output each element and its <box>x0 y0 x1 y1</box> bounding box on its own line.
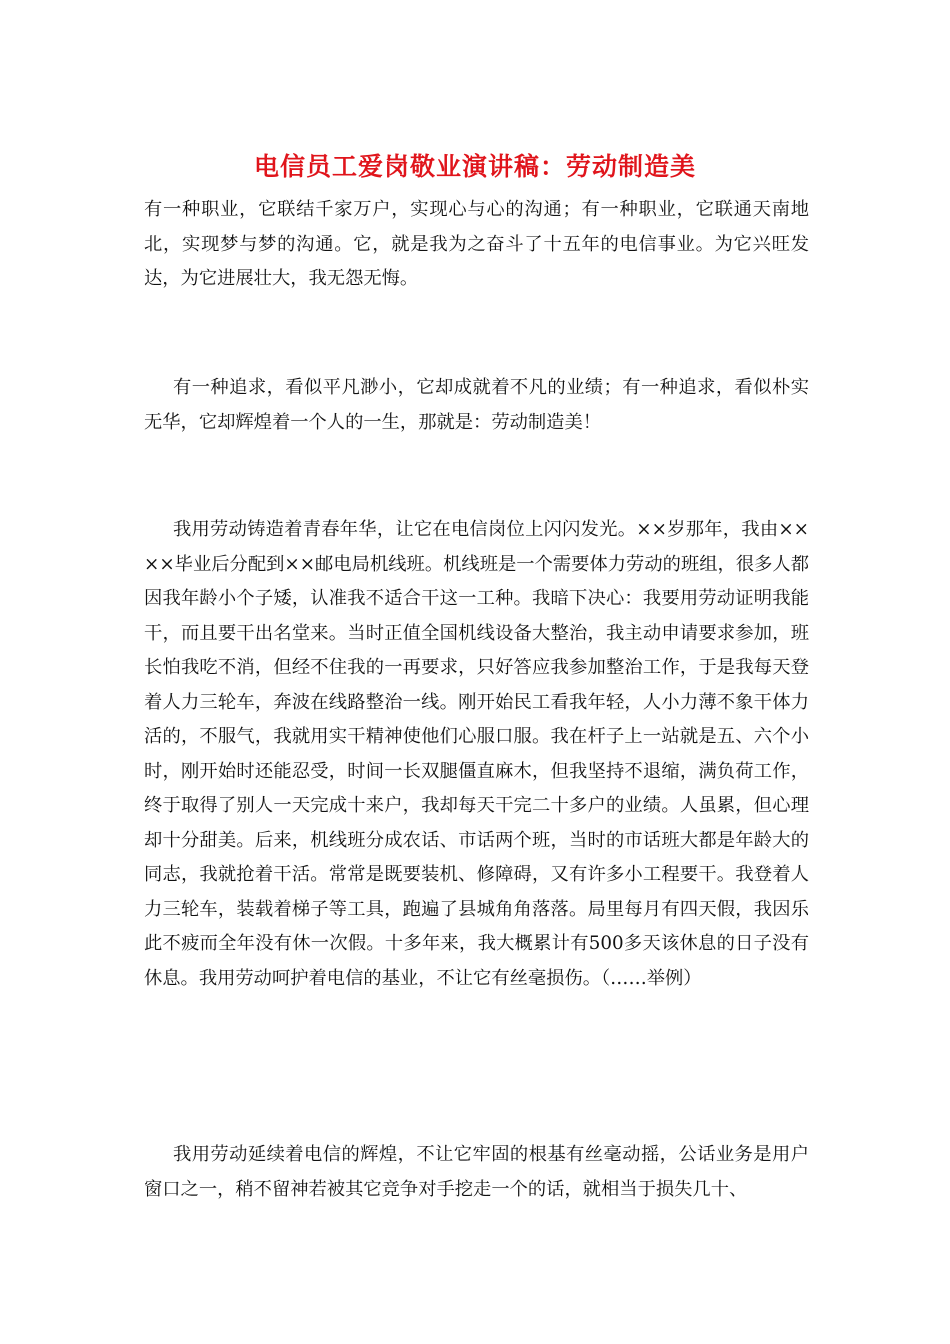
paragraph-4: 我用劳动延续着电信的辉煌，不让它牢固的根基有丝毫动摇，公话业务是用户窗口之一，稍不留神若被其它竞争对手挖走一个的话，就相当于损失几十、 <box>144 1144 809 1200</box>
document-title: 电信员工爱岗敬业演讲稿：劳动制造美 <box>253 152 696 181</box>
paragraph-3: 我用劳动铸造着青春年华，让它在电信岗位上闪闪发光。××岁那年，我由××××毕业后分配到××邮电局机线班。机线班是一个需要体力劳动的班组，很多人都因我年龄小个子矮，认准我不适合干这一工种。我暗下决心：我要用劳动证明我能干，而且要干出名堂来。当时正值全国机线设备大整治，我主动申请要求参加，班长怕我吃不消，但经不住我的一再要求，只好答应我参加整治工作，于是我每天登着人力三轮车，奔波在线路整治一线。刚开始民工看我年轻，人小力薄不象干体力活的，不服气，我就用实干精神使他们心服口服。我在杆子上一站就是五、六个小时，刚开始时还能忍受，时间一长双腿僵直麻木，但我坚持不退缩，满负荷工作，终于取得了别人一天完成十来户，我却每天干完二十多户的业绩。人虽累，但心理却十分甜美。后来，机线班分成农话、市话两个班，当时的市话班大都是年龄大的同志，我就抢着干活。常常是既要装机、修障碍，又有许多小工程要干。我登着人力三轮车，装载着梯子等工具，跑遍了县城角角落落。局里每月有四天假，我因乐此不疲而全年没有休一次假。十多年来，我大概累计有500多天该休息的日子没有休息。我用劳动呵护着电信的基业，不让它有丝毫损伤。（……举例） <box>144 519 809 989</box>
paragraph-2: 有一种追求，看似平凡渺小，它却成就着不凡的业绩；有一种追求，看似朴实无华，它却辉煌着一个人的一生，那就是：劳动制造美！ <box>144 377 809 433</box>
paragraph-1: 有一种职业，它联结千家万户，实现心与心的沟通；有一种职业，它联通天南地北，实现梦与梦的沟通。它，就是我为之奋斗了十五年的电信事业。为它兴旺发达，为它进展壮大，我无怨无悔。 <box>144 199 809 289</box>
